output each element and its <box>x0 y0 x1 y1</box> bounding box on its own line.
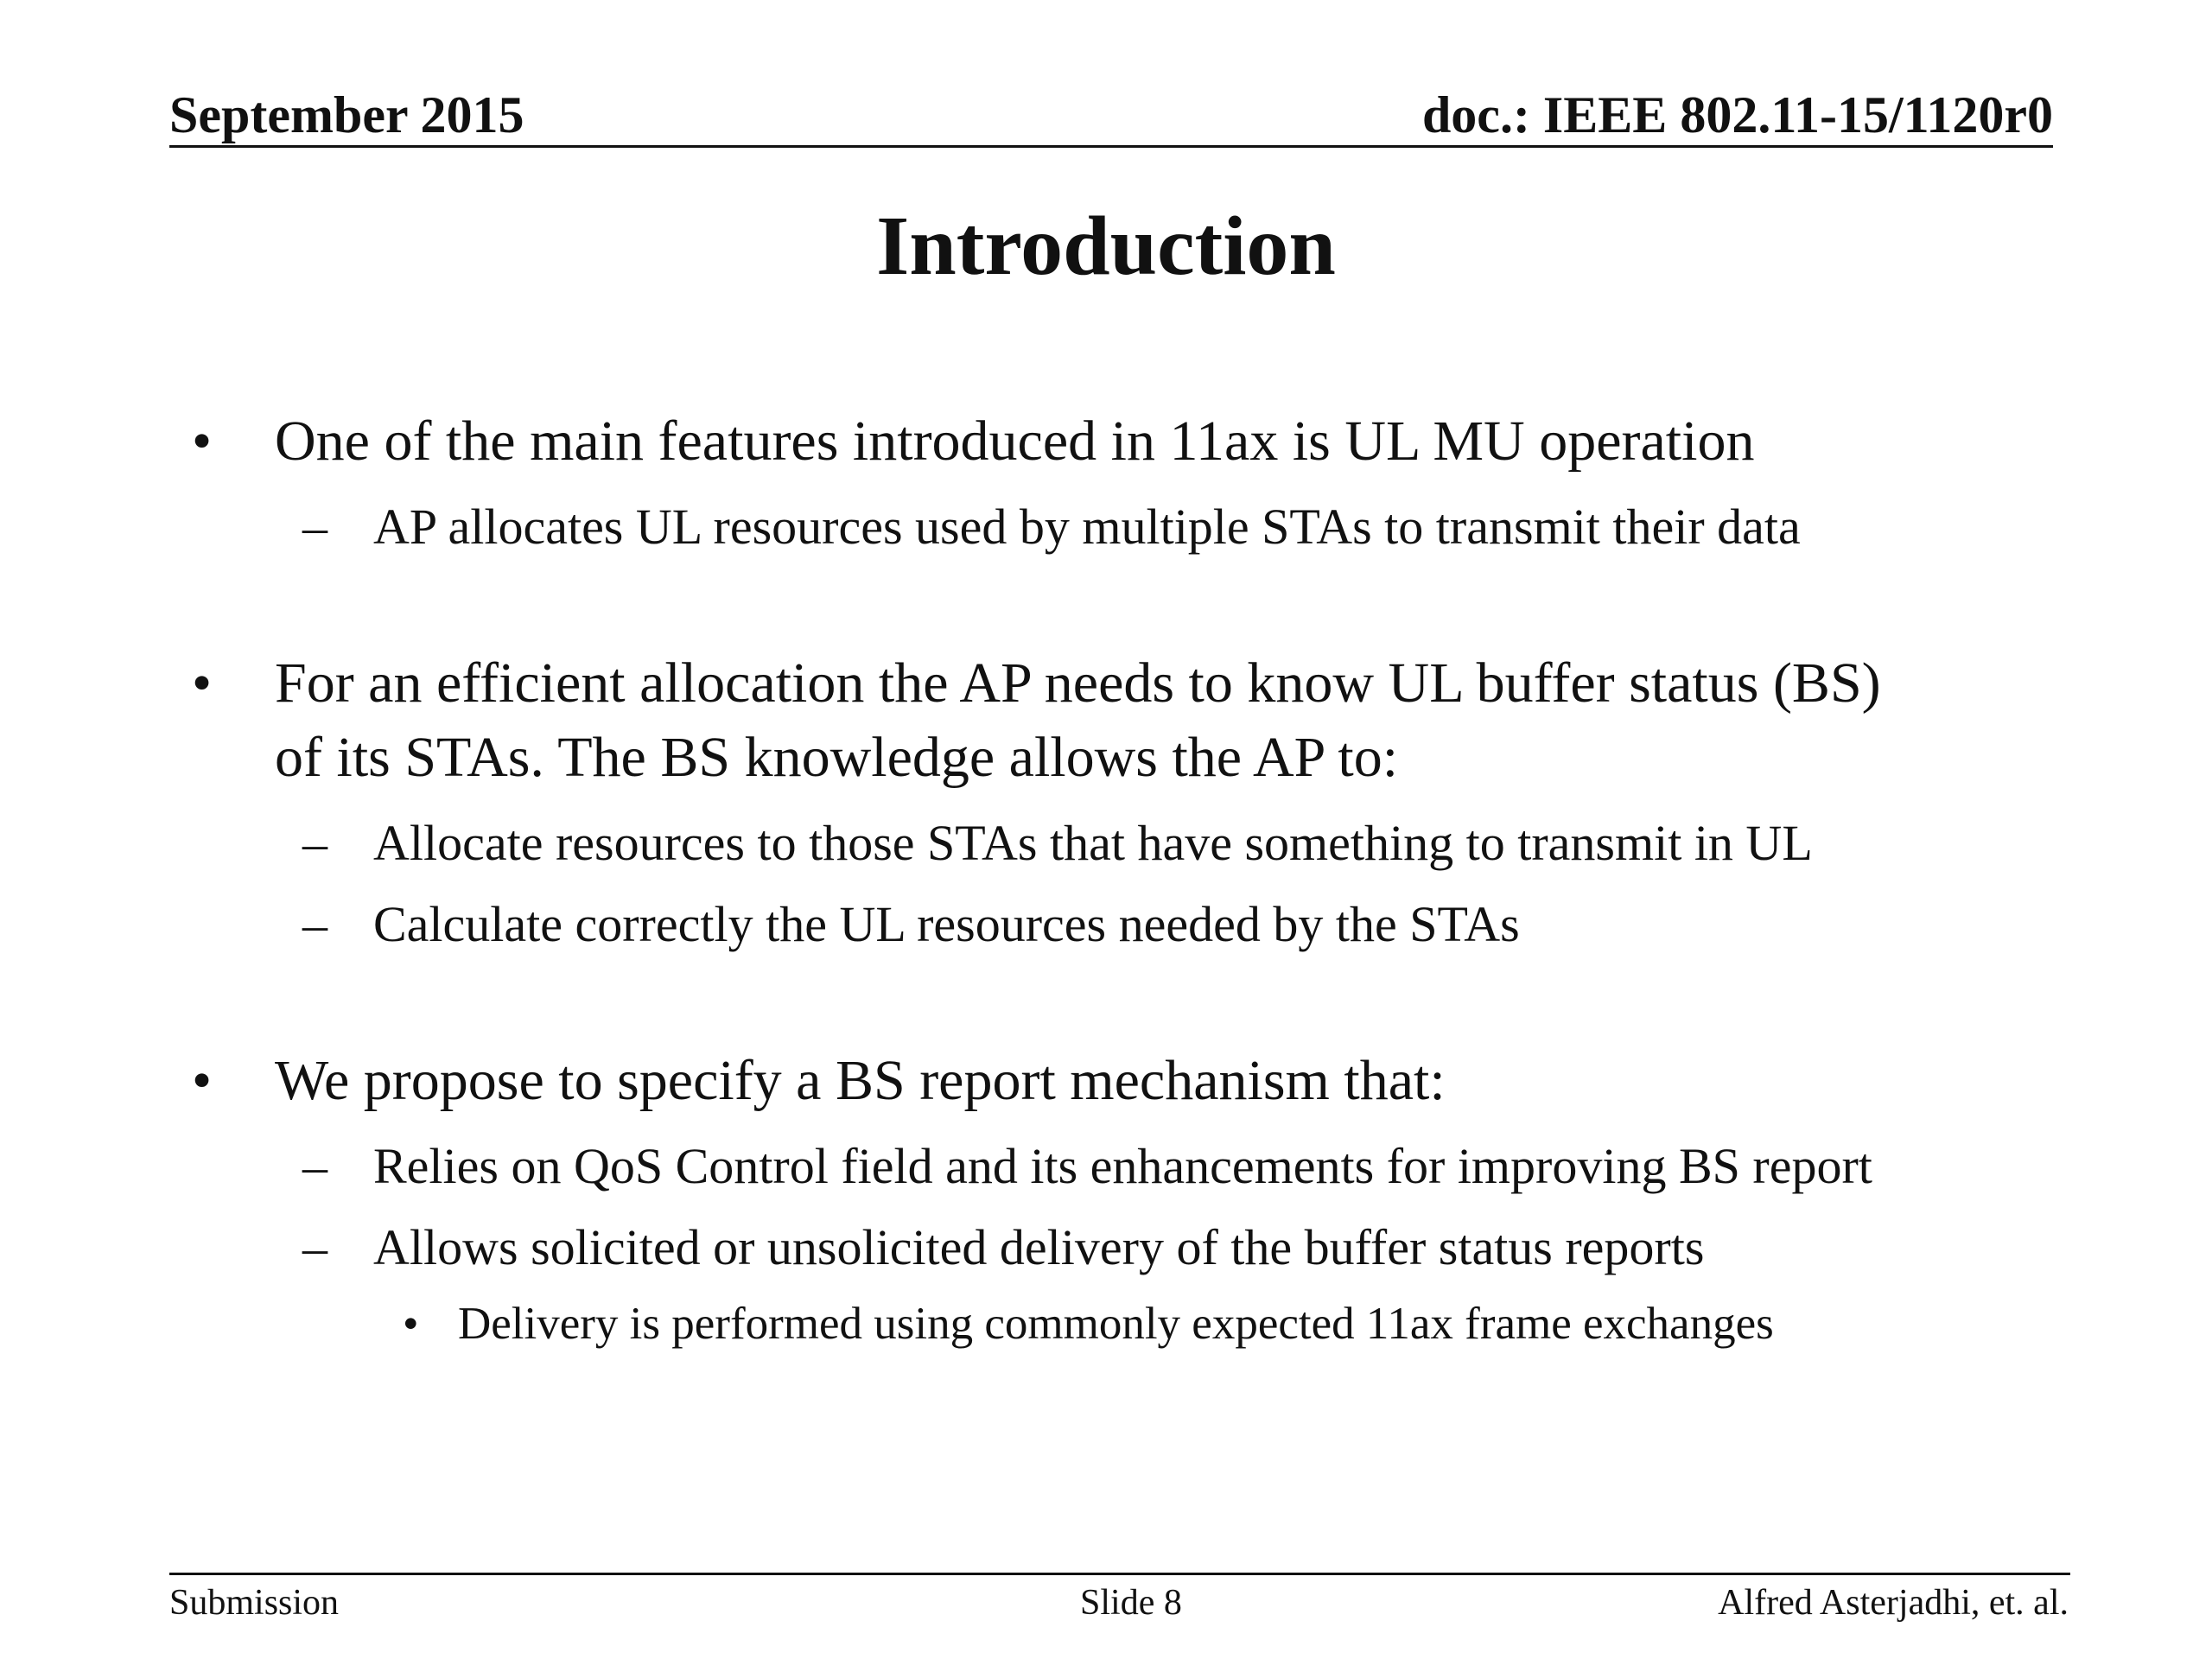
bullet-3-sub-2-detail: Delivery is performed using commonly expected 11ax frame exchanges <box>458 1299 1774 1349</box>
header-doc-id: doc.: IEEE 802.11-15/1120r0 <box>1421 86 2053 143</box>
dash-marker: – <box>302 1219 327 1275</box>
footer-author: Alfred Asterjadhi, et. al. <box>1718 1583 2069 1623</box>
bullet-3-sub-2: Allows solicited or unsolicited delivery of the buffer status reports <box>373 1219 1705 1275</box>
dash-marker: – <box>302 1138 327 1194</box>
bullet-3-sub-1: Relies on QoS Control field and its enhancements for improving BS report <box>373 1138 1872 1194</box>
bullet-2-line-1: For an efficient allocation the AP needs to know UL buffer status (BS) <box>275 652 1881 715</box>
bullet-2-line-2: of its STAs. The BS knowledge allows the AP to: <box>275 726 1399 789</box>
bullet-marker: • <box>192 1049 213 1112</box>
bullet-2-sub-2: Calculate correctly the UL resources needed by the STAs <box>373 896 1520 952</box>
footer-submission: Submission <box>169 1583 340 1623</box>
bullet-marker: • <box>192 410 213 473</box>
dash-marker: – <box>302 896 327 952</box>
header-date: September 2015 <box>169 86 524 143</box>
bullet-3-text: We propose to specify a BS report mechanism that: <box>275 1049 1446 1112</box>
bullet-1-sub-1: AP allocates UL resources used by multiple STAs to transmit their data <box>373 499 1801 555</box>
slide-header <box>169 85 2053 148</box>
bullet-marker: • <box>192 652 213 715</box>
sub-bullet-marker: • <box>403 1299 419 1349</box>
slide-title: Introduction <box>876 200 1336 293</box>
dash-marker: – <box>302 815 327 871</box>
bullet-1-text: One of the main features introduced in 11ax is UL MU operation <box>275 410 1755 473</box>
footer-slide-number: Slide 8 <box>1080 1583 1182 1623</box>
footer-rule <box>169 1573 2070 1575</box>
bullet-2-sub-1: Allocate resources to those STAs that have something to transmit in UL <box>373 815 1813 871</box>
dash-marker: – <box>302 499 327 555</box>
